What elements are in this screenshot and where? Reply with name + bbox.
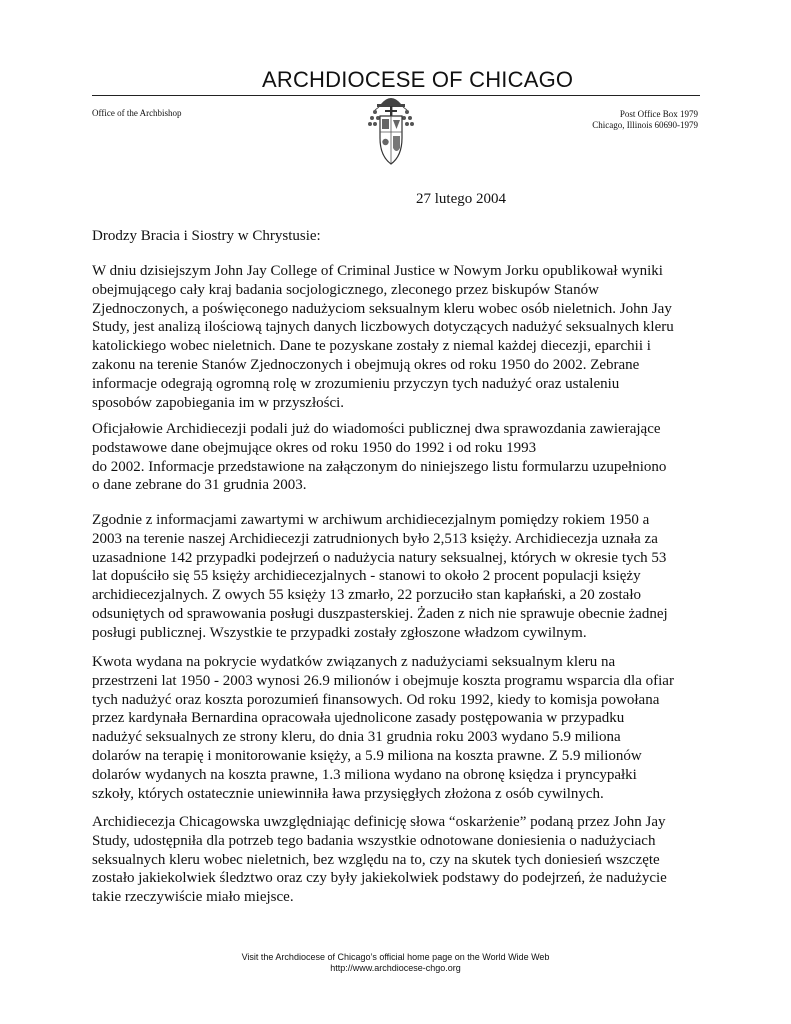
paragraph-line: tych nadużyć oraz koszta porozumień finansowych. Od roku 1992, kiedy to komisja powołana [92,691,660,708]
paragraph-1 [92,262,712,412]
paragraph-line: lat dopuściło się 55 księży archidiecezjalnych - stanowi to około 2 procent populacji księży [92,568,641,585]
paragraph-2 [92,420,712,495]
address-line-2: Chicago, Illinois 60690-1979 [592,120,698,130]
archdiocese-title: ARCHDIOCESE OF CHICAGO [262,67,574,92]
paragraph-line: szkoły, których ostatecznie uniewinniła ława przysięgłych złożona z osób cywilnych. [92,785,604,802]
paragraph-line: dolarów na terapię i monitorowanie księży, a 5.9 miliona na koszta prawne. Z 5.9 milionów [92,747,642,764]
paragraph-line: Zgodnie z informacjami zawartymi w archiwum archidiecezjalnym pomiędzy rokiem 1950 a [92,512,650,528]
address-line-1: Post Office Box 1979 [619,109,698,119]
paragraph-line: archidiecezjalnych. Z owych 55 księży 13 zmarło, 22 porzuciło stan kapłański, a 20 zostało [92,587,641,604]
footer-url: http://www.archdiocese-chgo.org [330,963,461,973]
paragraph-line: przez kardynała Bernardina opracowała ujednolicone zasady postępowania w przypadku [92,710,625,727]
paragraph-line: o dane zebrane do 31 grudnia 2003. [92,477,307,494]
letter-date: 27 lutego 2004 [416,191,506,207]
paragraph-line: zakonu na terenie Stanów Zjednoczonych i obejmują okres od roku 1950 do 2002. Zebrane [92,356,640,373]
paragraph-line: obejmującego cały kraj badania socjologicznego, zleconego przez biskupów Stanów [92,281,599,298]
paragraph-line: do 2002. Informacje przedstawione na załączonym do niniejszego listu formularzu uzupełniono [92,458,667,475]
paragraph-line: Oficjałowie Archidiecezji podali już do wiadomości publicznej dwa sprawozdania zawierające [92,421,661,437]
footer [0,952,791,974]
paragraph-3 [92,511,712,643]
salutation: Drodzy Bracia i Siostry w Chrystusie: [92,228,321,244]
paragraph-line: nadużyć seksualnych ze strony kleru, do dnia 31 grudnia roku 2003 wydano 5.9 miliona [92,729,621,746]
paragraph-line: 2003 na terenie naszej Archidiecezji zatrudnionych było 2,513 księży. Archidiecezja uznała za [92,530,658,547]
paragraph-5 [92,813,712,907]
paragraph-line: uzasadnione 142 przypadki podejrzeń o nadużycia natury seksualnej, których w okresie tych 53 [92,549,667,566]
paragraph-line: posługi publicznej. Wszystkie te przypadki zostały zgłoszone władzom cywilnym. [92,624,587,641]
paragraph-line: Study, udostępniła dla potrzeb tego badania wszystkie odnotowane doniesienia o nadużyciach [92,832,656,849]
postal-address [498,109,698,131]
paragraph-line: Zjednoczonych, a poświęconego nadużyciom seksualnym kleru wobec osób nieletnich. John Jay [92,300,672,317]
paragraph-line: dolarów wydanych na koszta prawne, 1.3 miliona wydano na obronę księdza i pryncypałki [92,766,637,783]
paragraph-line: odsuniętych od sprawowania posługi duszpasterskiej. Żaden z nich nie sprawuje obecnie żadnej [92,605,668,622]
paragraph-line: Archidiecezja Chicagowska uwzględniając definicję słowa “oskarżenie” podaną przez John Jay [92,814,666,830]
archdiocese-coat-of-arms-icon [365,90,417,170]
office-label: Office of the Archbishop [92,108,182,118]
paragraph-line: przestrzeni lat 1950 - 2003 wynosi 26.9 milionów i obejmuje koszta programu wsparcia dla ofiar [92,672,674,689]
paragraph-line: takie rzeczywiście miało miejsce. [92,889,294,906]
footer-text: Visit the Archdiocese of Chicago’s official home page on the World Wide Web [241,952,550,962]
paragraph-line: katolickiego wobec nieletnich. Dane te pozyskane zostały z niemal każdej diecezji, eparchii i [92,338,651,355]
paragraph-line: W dniu dzisiejszym John Jay College of Criminal Justice w Nowym Jorku opublikował wyniki [92,263,663,279]
paragraph-line: podstawowe dane obejmujące okres od roku 1950 do 1992 i od roku 1993 [92,439,537,456]
paragraph-line: seksualnych kleru wobec nieletnich, bez względu na to, czy na skutek tych doniesień wszczęte [92,851,660,868]
paragraph-line: sposobów zapobiegania im w przyszłości. [92,394,345,411]
paragraph-line: Study, jest analizą ilościową tajnych danych liczbowych dotyczących nadużyć seksualnych kleru [92,319,674,336]
paragraph-line: Kwota wydana na pokrycie wydatków związanych z nadużyciami seksualnym kleru na [92,654,616,670]
paragraph-4 [92,653,712,803]
paragraph-line: informacje odegrają ogromną rolę w zrozumieniu przyczyn tych nadużyć oraz ustaleniu [92,375,620,392]
paragraph-line: zostało jakiekolwiek śledztwo oraz czy były jakiekolwiek podstawy do podejrzeń, że nadużycie [92,870,667,887]
